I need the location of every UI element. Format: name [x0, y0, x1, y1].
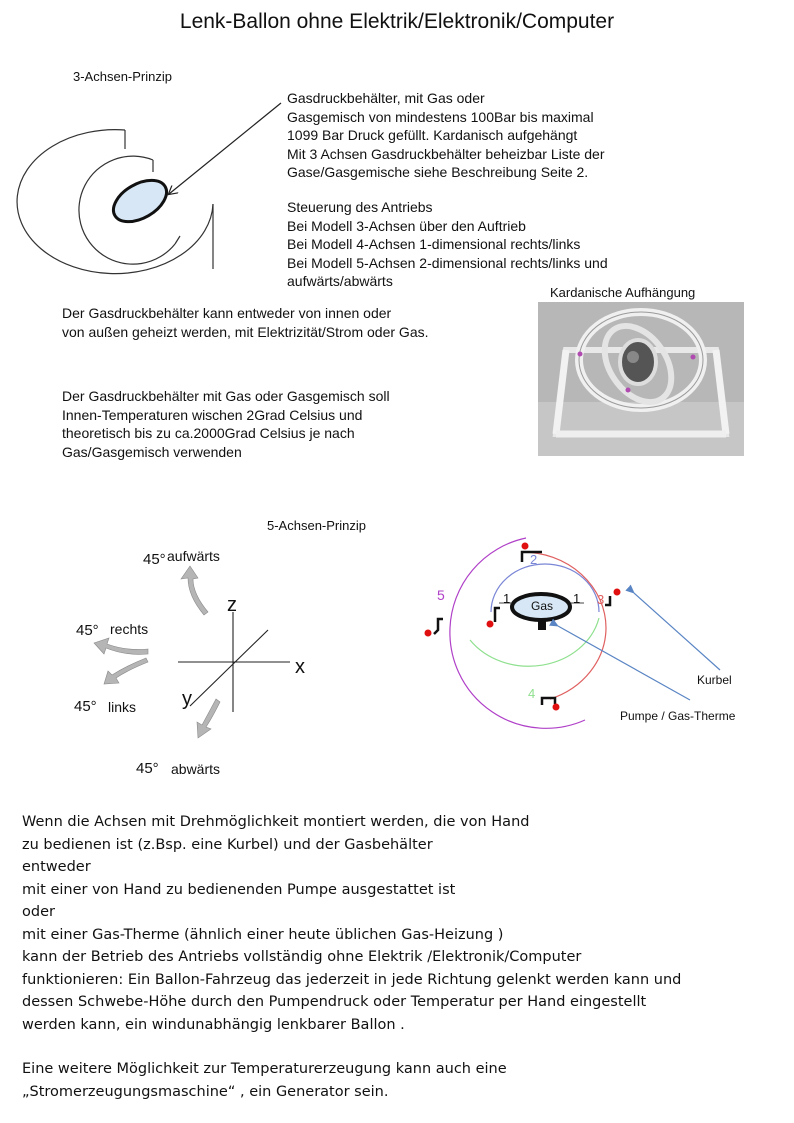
body-line: Eine weitere Möglichkeit zur Temperaturerzeugung kann auch eine: [22, 1061, 507, 1077]
arrow-up-icon: [181, 566, 208, 615]
pumpe-label: Pumpe / Gas-Therme: [620, 709, 736, 723]
body-line: zu bedienen ist (z.Bsp. eine Kurbel) und der Gasbehälter: [22, 836, 433, 853]
steering-line: Bei Modell 3-Achsen über den Auftrieb: [287, 217, 526, 234]
axis-z-label: z: [227, 594, 237, 616]
axis-y-label: y: [182, 688, 192, 710]
body-line: werden kann, ein windunabhängig lenkbarer Ballon .: [22, 1016, 405, 1033]
body-line: funktionieren: Ein Ballon-Fahrzeug das jederzeit in jede Richtung gelenkt werden kann und: [22, 971, 682, 988]
angle-up: 45°: [143, 551, 166, 568]
body-line: entweder: [22, 859, 91, 875]
body-line: mit einer von Hand zu bedienenden Pumpe ausgestattet ist: [22, 881, 456, 898]
axis-cross: [178, 612, 290, 712]
axis-1-right: 1: [573, 591, 581, 606]
temperature-line: Gas/Gasgemisch verwenden: [62, 443, 242, 460]
angle-right-label: rechts: [110, 621, 149, 637]
five-axis-schematic: [425, 538, 721, 728]
body-line: mit einer Gas-Therme (ähnlich einer heute üblichen Gas-Heizung ): [22, 926, 504, 943]
steering-line: Bei Modell 4-Achsen 1-dimensional rechts/links: [287, 236, 581, 252]
tank-line: Mit 3 Achsen Gasdruckbehälter beheizbar Liste der: [287, 145, 605, 162]
arrow-right-icon: [94, 638, 148, 654]
angle-left: 45°: [74, 698, 97, 715]
body-line: kann der Betrieb des Antriebs vollständig ohne Elektrik /Elektronik/Computer: [22, 949, 582, 965]
body-text: [22, 811, 681, 1103]
tank-line: 1099 Bar Druck gefüllt. Kardanisch aufgehängt: [287, 127, 578, 143]
heating-line: von außen geheizt werden, mit Elektrizität/Strom oder Gas.: [62, 323, 429, 340]
axis-2: 2: [530, 552, 538, 567]
gimbal-caption: Kardanische Aufhängung: [550, 285, 696, 300]
body-line: dessen Schwebe-Höhe durch den Pumpendruck oder Temperatur per Hand eingestellt: [22, 994, 647, 1010]
three-axis-label: 3-Achsen-Prinzip: [73, 69, 172, 84]
axis-x-label: x: [295, 656, 305, 678]
body-line: oder: [22, 904, 55, 920]
tank-line: Gasdruckbehälter, mit Gas oder: [287, 90, 485, 106]
steering-line: Bei Modell 5-Achsen 2-dimensional rechts/links und: [287, 254, 608, 271]
temperature-line: theoretisch bis zu ca.2000Grad Celsius je nach: [62, 425, 355, 441]
temperature-line: Der Gasdruckbehälter mit Gas oder Gasgemisch soll: [62, 388, 390, 404]
axis-4: 4: [528, 686, 536, 701]
axis-3: 3: [597, 592, 605, 607]
three-axis-sketch: [17, 103, 281, 274]
arrow-left-icon: [104, 658, 148, 684]
angle-right: 45°: [76, 622, 99, 639]
axis-5: 5: [437, 587, 445, 603]
five-axis-label: 5-Achsen-Prinzip: [267, 518, 366, 533]
tank-line: Gase/Gasgemische siehe Beschreibung Seite 2.: [287, 164, 589, 180]
ring-3: [522, 552, 606, 699]
steering-line: Steuerung des Antriebs: [287, 199, 433, 215]
heating-line: Der Gasdruckbehälter kann entweder von innen oder: [62, 305, 392, 321]
axis-1-left: 1: [503, 591, 511, 606]
kurbel-label: Kurbel: [697, 673, 732, 687]
temperature-line: Innen-Temperaturen wischen 2Grad Celsius und: [62, 406, 363, 423]
angle-down: 45°: [136, 760, 159, 777]
angle-down-label: abwärts: [171, 761, 221, 777]
arrow-down-icon: [197, 699, 220, 738]
body-line: Wenn die Achsen mit Drehmöglichkeit montiert werden, die von Hand: [22, 814, 530, 830]
gas-label: Gas: [531, 599, 554, 613]
page-title: Lenk-Ballon ohne Elektrik/Elektronik/Computer: [179, 10, 615, 33]
steering-line: aufwärts/abwärts: [287, 273, 393, 289]
angle-up-label: aufwärts: [167, 548, 220, 564]
angle-left-label: links: [108, 699, 137, 715]
body-line: „Stromerzeugungsmaschine“ , ein Generator sein.: [22, 1083, 389, 1100]
tank-line: Gasgemisch von mindestens 100Bar bis maximal: [287, 108, 594, 125]
